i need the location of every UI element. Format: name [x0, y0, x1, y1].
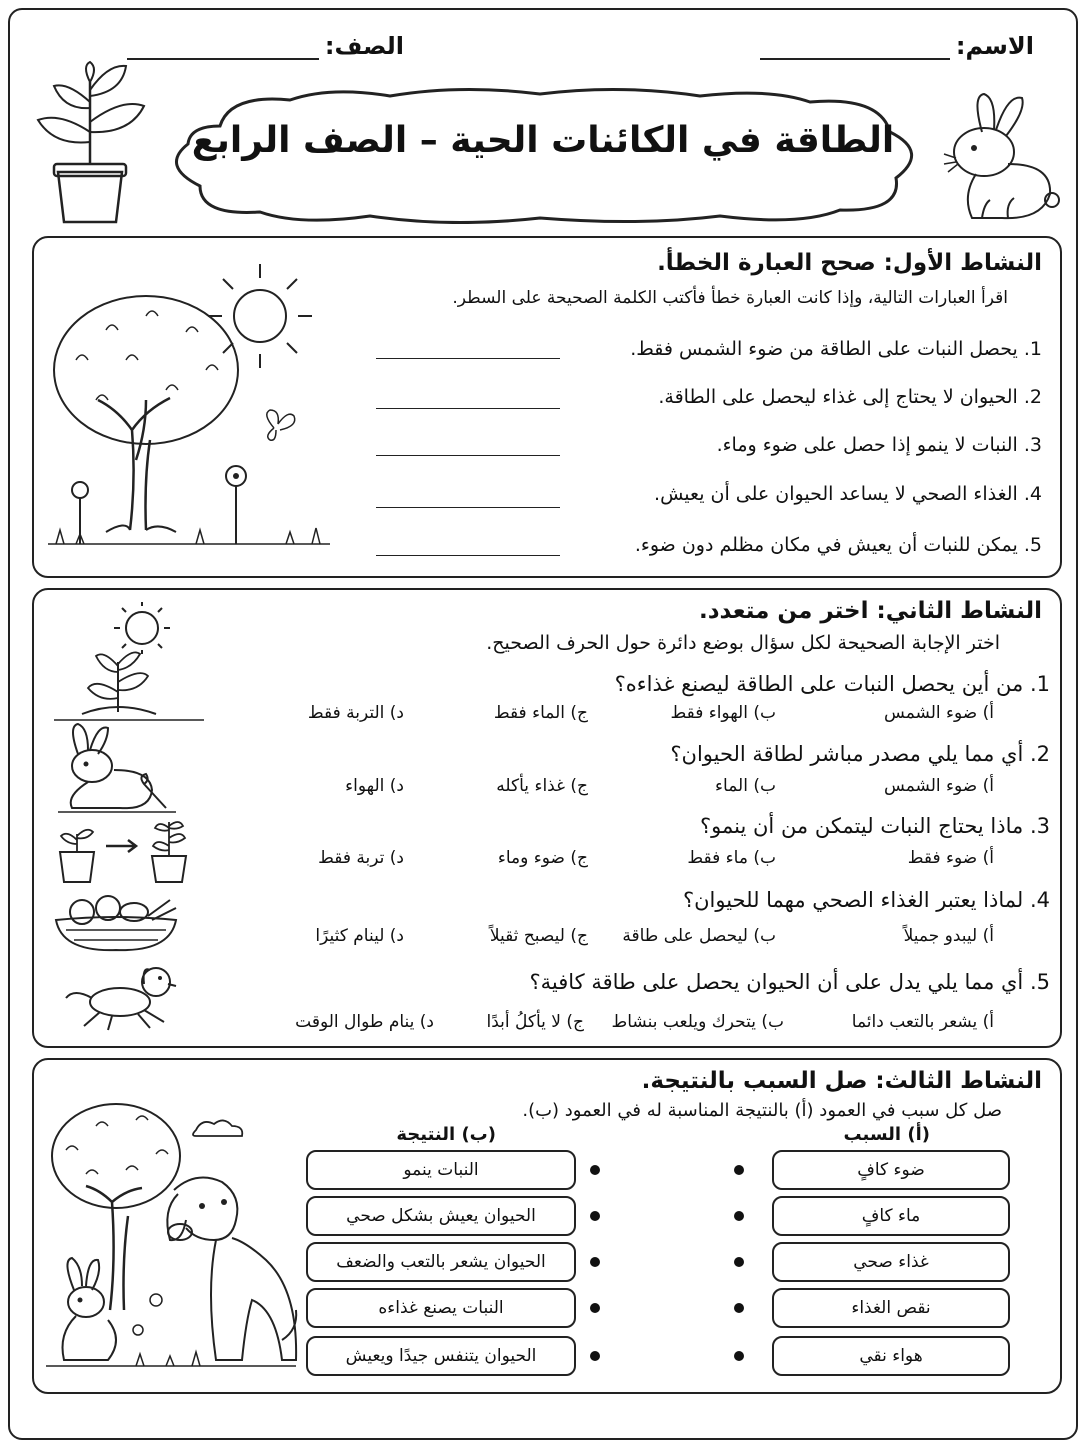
cause-item-4[interactable]: نقص الغذاء [772, 1288, 1010, 1328]
column-a-header: (أ) السبب [843, 1124, 930, 1145]
question-1-options [202, 703, 994, 729]
cause-item-3[interactable]: غذاء صحي [772, 1242, 1010, 1282]
statement-1: 1. يحصل النبات على الطاقة من ضوء الشمس فقط. [630, 338, 1042, 360]
name-line[interactable] [760, 36, 950, 60]
statement-5: 5. يمكن للنبات أن يعيش في مكان مظلم دون ضوء. [634, 534, 1042, 556]
rabbit-illustration [942, 92, 1060, 224]
answer-line-5[interactable] [376, 555, 560, 556]
activity1-title: النشاط الأول: صحح العبارة الخطأ. [657, 250, 1042, 276]
activity3-section [32, 1058, 1062, 1394]
answer-line-1[interactable] [376, 358, 560, 359]
question-4-options [202, 926, 994, 952]
question-5-options [138, 1012, 994, 1038]
question-5: 5. أي مما يلي يدل على أن الحيوان يحصل على طاقة كافية؟ [529, 970, 1050, 994]
question-2-options [202, 776, 994, 802]
result-item-2[interactable]: الحيوان يعيش بشكل صحي [306, 1196, 576, 1236]
q2-option-c[interactable]: ج) غذاء يأكله [496, 776, 588, 796]
dog-rabbit-tree-illustration [46, 1090, 296, 1380]
statement-4: 4. الغذاء الصحي لا يساعد الحيوان على أن يعيش. [654, 483, 1042, 505]
tree-sun-illustration [46, 260, 336, 552]
activity2-section [32, 588, 1062, 1048]
rabbit-carrot-icon [58, 724, 176, 814]
question-3: 3. ماذا يحتاج النبات ليتمكن من أن ينمو؟ [700, 814, 1050, 838]
activity2-instruction: اختر الإجابة الصحيحة لكل سؤال بوضع دائرة حول الحرف الصحيح. [486, 632, 1000, 654]
activity1-instruction: اقرأ العبارات التالية، وإذا كانت العبارة خطأ فأكتب الكلمة الصحيحة على السطر. [452, 288, 1008, 308]
q1-option-a[interactable]: أ) ضوء الشمس [884, 703, 994, 723]
q5-option-d[interactable]: د) ينام طوال الوقت [295, 1012, 434, 1032]
q4-option-c[interactable]: ج) ليصبح ثقيلاً [489, 926, 588, 946]
q2-option-a[interactable]: أ) ضوء الشمس [884, 776, 994, 796]
q5-option-a[interactable]: أ) يشعر بالتعب دائما [851, 1012, 994, 1032]
question-3-options [202, 848, 994, 874]
result-item-5[interactable]: الحيوان يتنفس جيدًا ويعيش [306, 1336, 576, 1376]
answer-line-4[interactable] [376, 507, 560, 508]
potted-plant-illustration [30, 62, 150, 227]
result-dot-5[interactable] [590, 1351, 600, 1361]
result-dot-2[interactable] [590, 1211, 600, 1221]
q5-option-c[interactable]: ج) لا يأكلُ أبدًا [486, 1012, 584, 1032]
q3-option-d[interactable]: د) تربة فقط [318, 848, 404, 868]
cause-item-5[interactable]: هواء نقي [772, 1336, 1010, 1376]
q4-option-a[interactable]: أ) ليبدو جميلاً [903, 926, 994, 946]
class-field[interactable] [127, 32, 404, 60]
cause-dot-4[interactable] [734, 1303, 744, 1313]
cause-dot-1[interactable] [734, 1165, 744, 1175]
result-item-3[interactable]: الحيوان يشعر بالتعب والضعف [306, 1242, 576, 1282]
question-1: 1. من أين يحصل النبات على الطاقة ليصنع غذاءه؟ [614, 672, 1050, 696]
sprout-sun-icon [52, 602, 186, 722]
cause-dot-2[interactable] [734, 1211, 744, 1221]
column-b-header: (ب) النتيجة [396, 1124, 496, 1145]
q4-option-b[interactable]: ب) ليحصل على طاقة [622, 926, 776, 946]
answer-line-3[interactable] [376, 455, 560, 456]
result-dot-1[interactable] [590, 1165, 600, 1175]
food-basket-icon [52, 890, 180, 952]
q2-option-d[interactable]: د) الهواء [345, 776, 404, 796]
running-dog-icon [64, 962, 182, 1032]
statement-2: 2. الحيوان لا يحتاج إلى غذاء ليحصل على الطاقة. [658, 386, 1042, 408]
q4-option-d[interactable]: د) لينام كثيرًا [315, 926, 404, 946]
q2-option-b[interactable]: ب) الماء [715, 776, 776, 796]
name-field[interactable] [760, 32, 1034, 60]
result-item-1[interactable]: النبات ينمو [306, 1150, 576, 1190]
q5-option-b[interactable]: ب) يتحرك ويلعب بنشاط [611, 1012, 784, 1032]
q3-option-a[interactable]: أ) ضوء فقط [907, 848, 994, 868]
q1-option-d[interactable]: د) التربة فقط [307, 703, 404, 723]
cause-item-2[interactable]: ماء كافٍ [772, 1196, 1010, 1236]
activity3-instruction: صل كل سبب في العمود (أ) بالنتيجة المناسبة له في العمود (ب). [522, 1100, 1002, 1121]
q1-option-c[interactable]: ج) الماء فقط [493, 703, 588, 723]
statement-3: 3. النبات لا ينمو إذا حصل على ضوء وماء. [716, 434, 1042, 456]
question-4: 4. لماذا يعتبر الغذاء الصحي مهما للحيوان؟ [682, 888, 1050, 912]
answer-line-2[interactable] [376, 408, 560, 409]
q1-option-b[interactable]: ب) الهواء فقط [670, 703, 776, 723]
result-dot-3[interactable] [590, 1257, 600, 1267]
result-item-4[interactable]: النبات يصنع غذاءه [306, 1288, 576, 1328]
cause-item-1[interactable]: ضوء كافٍ [772, 1150, 1010, 1190]
name-label: الاسم: [955, 32, 1034, 60]
class-label: الصف: [324, 32, 404, 60]
plant-growth-icon [54, 816, 178, 884]
activity1-section [32, 236, 1062, 578]
cause-dot-5[interactable] [734, 1351, 744, 1361]
class-line[interactable] [127, 36, 319, 60]
cause-dot-3[interactable] [734, 1257, 744, 1267]
q3-option-b[interactable]: ب) ماء فقط [687, 848, 776, 868]
activity3-title: النشاط الثالث: صل السبب بالنتيجة. [641, 1068, 1042, 1094]
q3-option-c[interactable]: ج) ضوء وماء [497, 848, 588, 868]
question-2: 2. أي مما يلي مصدر مباشر لطاقة الحيوان؟ [670, 742, 1050, 766]
result-dot-4[interactable] [590, 1303, 600, 1313]
page-title: الطاقة في الكائنات الحية – الصف الرابع [191, 120, 895, 161]
activity2-title: النشاط الثاني: اختر من متعدد. [698, 598, 1042, 624]
